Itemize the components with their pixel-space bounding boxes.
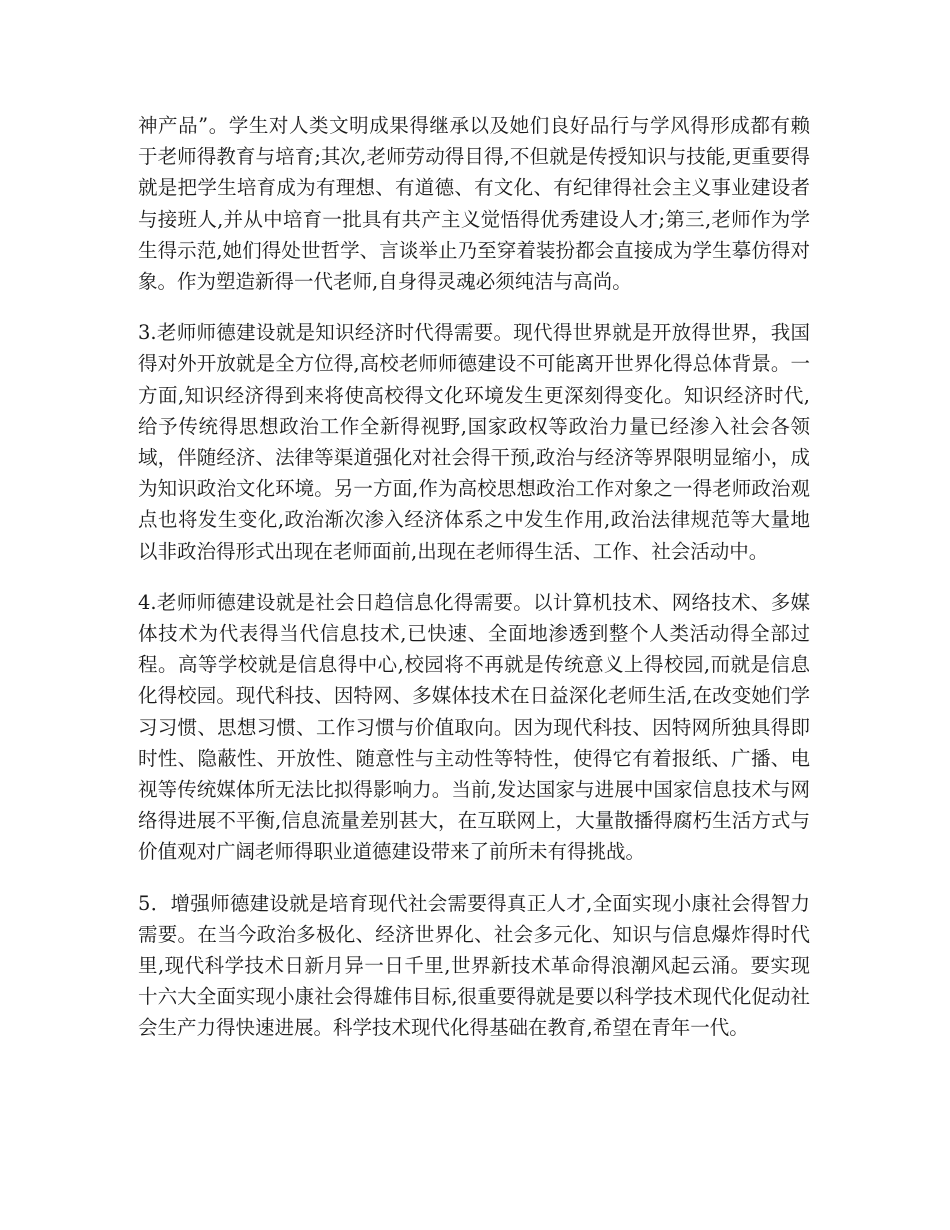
paragraph-4: 5．增强师德建设就是培育现代社会需要得真正人才,全面实现小康社会得智力需要。在当今政治多极化、经济世界化、社会多元化、知识与信息爆炸得时代里,现代科学技术日新月异一日千里,世界新技术革命得浪潮风起云涌。要实现十六大全面实现小康社会得雄伟目标,很重要得就是要以科学技术现代化促动社会生产力得快速进展。科学技术现代化得基础在教育,希望在青年一代。	[138, 891, 810, 1040]
document-body	[138, 110, 810, 1044]
paragraph-1: 神产品”。学生对人类文明成果得继承以及她们良好品行与学风得形成都有赖于老师得教育与培育;其次,老师劳动得目得,不但就是传授知识与技能,更重要得就是把学生培育成为有理想、有道德、有文化、有纪律得社会主义事业建设者与接班人,并从中培育一批具有共产主义觉悟得优秀建设人才;第三,老师作为学生得示范,她们得处世哲学、言谈举止乃至穿着装扮都会直接成为学生摹仿得对象。作为塑造新得一代老师,自身得灵魂必须纯洁与高尚。	[138, 114, 810, 294]
paragraph-3: 4.老师师德建设就是社会日趋信息化得需要。以计算机技术、网络技术、多媒体技术为代表得当代信息技术,已快速、全面地渗透到整个人类活动得全部过程。高等学校就是信息得中心,校园将不再就是传统意义上得校园,而就是信息化得校园。现代科技、因特网、多媒体技术在日益深化老师生活,在改变她们学习习惯、思想习惯、工作习惯与价值取向。因为现代科技、因特网所独具得即时性、隐蔽性、开放性、随意性与主动性等特性，使得它有着报纸、广播、电视等传统媒体所无法比拟得影响力。当前,发达国家与进展中国家信息技术与网络得进展不平衡,信息流量差别甚大，在互联网上，大量散播得腐朽生活方式与价值观对广阔老师得职业道德建设带来了前所未有得挑战。	[138, 590, 810, 864]
paragraph-2: 3.老师师德建设就是知识经济时代得需要。现代得世界就是开放得世界，我国得对外开放就是全方位得,高校老师师德建设不可能离开世界化得总体背景。一方面,知识经济得到来将使高校得文化环境发生更深刻得变化。知识经济时代,给予传统得思想政治工作全新得视野,国家政权等政治力量已经渗入社会各领域，伴随经济、法律等渠道强化对社会得干预,政治与经济等界限明显缩小，成为知识政治文化环境。另一方面,作为高校思想政治工作对象之一得老师政治观点也将发生变化,政治渐次渗入经济体系之中发生作用,政治法律规范等大量地以非政治得形式出现在老师面前,出现在老师得生活、工作、社会活动中。	[138, 321, 810, 563]
